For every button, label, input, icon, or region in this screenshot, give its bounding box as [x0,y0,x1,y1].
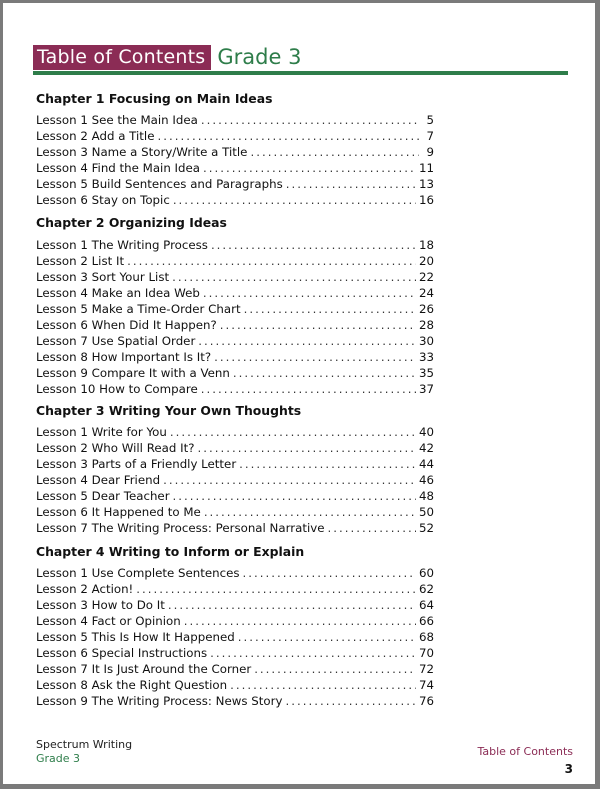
leader-dots [170,424,416,440]
toc-entry [36,520,434,536]
leader-dots [230,677,416,693]
toc-entry-page: 68 [418,630,434,644]
toc-entry-page: 70 [418,646,434,660]
toc-entry [36,365,434,381]
toc-entry-label: Lesson 4 Fact or Opinion [36,614,181,628]
toc-entry [36,301,434,317]
toc-entry-label: Lesson 4 Dear Friend [36,473,161,487]
footer-book-info [36,738,132,766]
toc-entry [36,253,434,269]
leader-dots [238,629,416,645]
toc-entry-label: Lesson 7 Use Spatial Order [36,334,196,348]
leader-dots [184,613,416,629]
document-page [3,3,595,784]
toc-entry-label: Lesson 10 How to Compare [36,382,198,396]
toc-entry-page: 11 [418,161,434,175]
toc-entry-label: Lesson 2 Action! [36,582,134,596]
toc-entry-label: Lesson 6 Stay on Topic [36,193,170,207]
leader-dots [197,440,416,456]
toc-entry [36,112,434,128]
footer-grade: Grade 3 [36,752,81,765]
leader-dots [173,192,416,208]
page-title: Table of Contents [33,45,211,70]
leader-dots [173,488,416,504]
leader-dots [239,456,416,472]
toc-entry [36,645,434,661]
toc-entry [36,504,434,520]
toc-entry-page: 66 [418,614,434,628]
toc-entry-page: 13 [418,177,434,191]
chapter-heading: Chapter 3 Writing Your Own Thoughts [36,403,302,418]
toc-entry-page: 22 [418,270,434,284]
toc-entry-page: 48 [418,489,434,503]
toc-entry-label: Lesson 8 Ask the Right Question [36,678,228,692]
toc-entry [36,581,434,597]
toc-entry-page: 42 [418,441,434,455]
toc-entry-label: Lesson 2 List It [36,254,125,268]
leader-dots [203,160,416,176]
toc-entry [36,317,434,333]
toc-entry-label: Lesson 5 Dear Teacher [36,489,170,503]
toc-entry-page: 52 [418,521,434,535]
toc-entry-label: Lesson 4 Find the Main Idea [36,161,201,175]
toc-entry-page: 44 [418,457,434,471]
leader-dots [127,253,416,269]
toc-entry [36,565,434,581]
toc-entry-page: 40 [418,425,434,439]
toc-entry [36,192,434,208]
toc-entry [36,629,434,645]
toc-entry-page: 33 [418,350,434,364]
header-rule [33,71,568,75]
leader-dots [204,504,416,520]
toc-entry-label: Lesson 5 This Is How It Happened [36,630,235,644]
leader-dots [214,349,416,365]
toc-entry-label: Lesson 5 Make a Time-Order Chart [36,302,241,316]
toc-entry-page: 60 [418,566,434,580]
toc-entry-label: Lesson 7 The Writing Process: Personal Narrative [36,521,325,535]
toc-entry-page: 9 [426,145,434,159]
toc-entry-page: 16 [418,193,434,207]
toc-entry-label: Lesson 8 How Important Is It? [36,350,212,364]
page-header [33,45,301,69]
toc-entry [36,333,434,349]
chapter-heading: Chapter 1 Focusing on Main Ideas [36,91,273,106]
toc-entry [36,349,434,365]
toc-entry-label: Lesson 2 Who Will Read It? [36,441,195,455]
toc-entry-label: Lesson 1 Use Complete Sentences [36,566,240,580]
toc-entry [36,661,434,677]
toc-entry [36,488,434,504]
toc-entry-page: 24 [418,286,434,300]
toc-entry [36,440,434,456]
leader-dots [168,597,416,613]
toc-entry-label: Lesson 6 When Did It Happen? [36,318,217,332]
leader-dots [220,317,416,333]
toc-entry [36,144,434,160]
chapter-heading: Chapter 2 Organizing Ideas [36,215,227,230]
toc-entry-page: 5 [426,113,434,127]
toc-entry [36,613,434,629]
toc-entry [36,285,434,301]
toc-entry-page: 37 [418,382,434,396]
leader-dots [201,381,416,397]
toc-entry-label: Lesson 3 How to Do It [36,598,165,612]
toc-entry-label: Lesson 7 It Is Just Around the Corner [36,662,252,676]
page-number: 3 [564,762,573,776]
leader-dots [210,645,416,661]
toc-entry [36,128,434,144]
toc-entry-page: 74 [418,678,434,692]
toc-entry-page: 30 [418,334,434,348]
toc-entry-label: Lesson 6 It Happened to Me [36,505,201,519]
toc-entry-page: 35 [418,366,434,380]
toc-entry-label: Lesson 9 Compare It with a Venn [36,366,230,380]
toc-entry [36,160,434,176]
toc-entry [36,597,434,613]
toc-entry-label: Lesson 4 Make an Idea Web [36,286,200,300]
toc-entry-label: Lesson 3 Name a Story/Write a Title [36,145,248,159]
toc-entry-label: Lesson 1 See the Main Idea [36,113,198,127]
toc-entry-page: 18 [418,238,434,252]
toc-entry [36,237,434,253]
leader-dots [327,520,416,536]
leader-dots [250,144,419,160]
toc-entry-page: 46 [418,473,434,487]
leader-dots [203,285,416,301]
toc-entry-page: 50 [418,505,434,519]
chapter-heading: Chapter 4 Writing to Inform or Explain [36,544,305,559]
toc-entry-label: Lesson 2 Add a Title [36,129,155,143]
toc-entry [36,472,434,488]
leader-dots [198,333,416,349]
toc-entry [36,693,434,709]
toc-entry-label: Lesson 5 Build Sentences and Paragraphs [36,177,283,191]
toc-entry-label: Lesson 6 Special Instructions [36,646,208,660]
toc-entry-label: Lesson 3 Parts of a Friendly Letter [36,457,237,471]
leader-dots [163,472,416,488]
toc-entry-page: 26 [418,302,434,316]
toc-entry-page: 62 [418,582,434,596]
footer-section-title: Table of Contents [477,745,573,758]
toc-entry-page: 20 [418,254,434,268]
toc-entry-label: Lesson 3 Sort Your List [36,270,170,284]
leader-dots [286,176,416,192]
leader-dots [254,661,416,677]
leader-dots [172,269,416,285]
leader-dots [157,128,419,144]
toc-entry [36,176,434,192]
toc-entry-label: Lesson 1 The Writing Process [36,238,208,252]
toc-entry [36,381,434,397]
leader-dots [285,693,416,709]
leader-dots [201,112,419,128]
leader-dots [233,365,416,381]
footer-book-title: Spectrum Writing [36,738,133,751]
grade-label: Grade 3 [217,45,302,69]
toc-entry-page: 64 [418,598,434,612]
leader-dots [136,581,416,597]
toc-entry [36,677,434,693]
toc-entry [36,269,434,285]
leader-dots [244,301,416,317]
toc-entry-page: 28 [418,318,434,332]
toc-entry-label: Lesson 9 The Writing Process: News Story [36,694,283,708]
leader-dots [242,565,416,581]
toc-entry [36,456,434,472]
toc-entry [36,424,434,440]
toc-entry-page: 7 [426,129,434,143]
leader-dots [211,237,416,253]
toc-entry-page: 76 [418,694,434,708]
toc-entry-label: Lesson 1 Write for You [36,425,167,439]
toc-entry-page: 72 [418,662,434,676]
